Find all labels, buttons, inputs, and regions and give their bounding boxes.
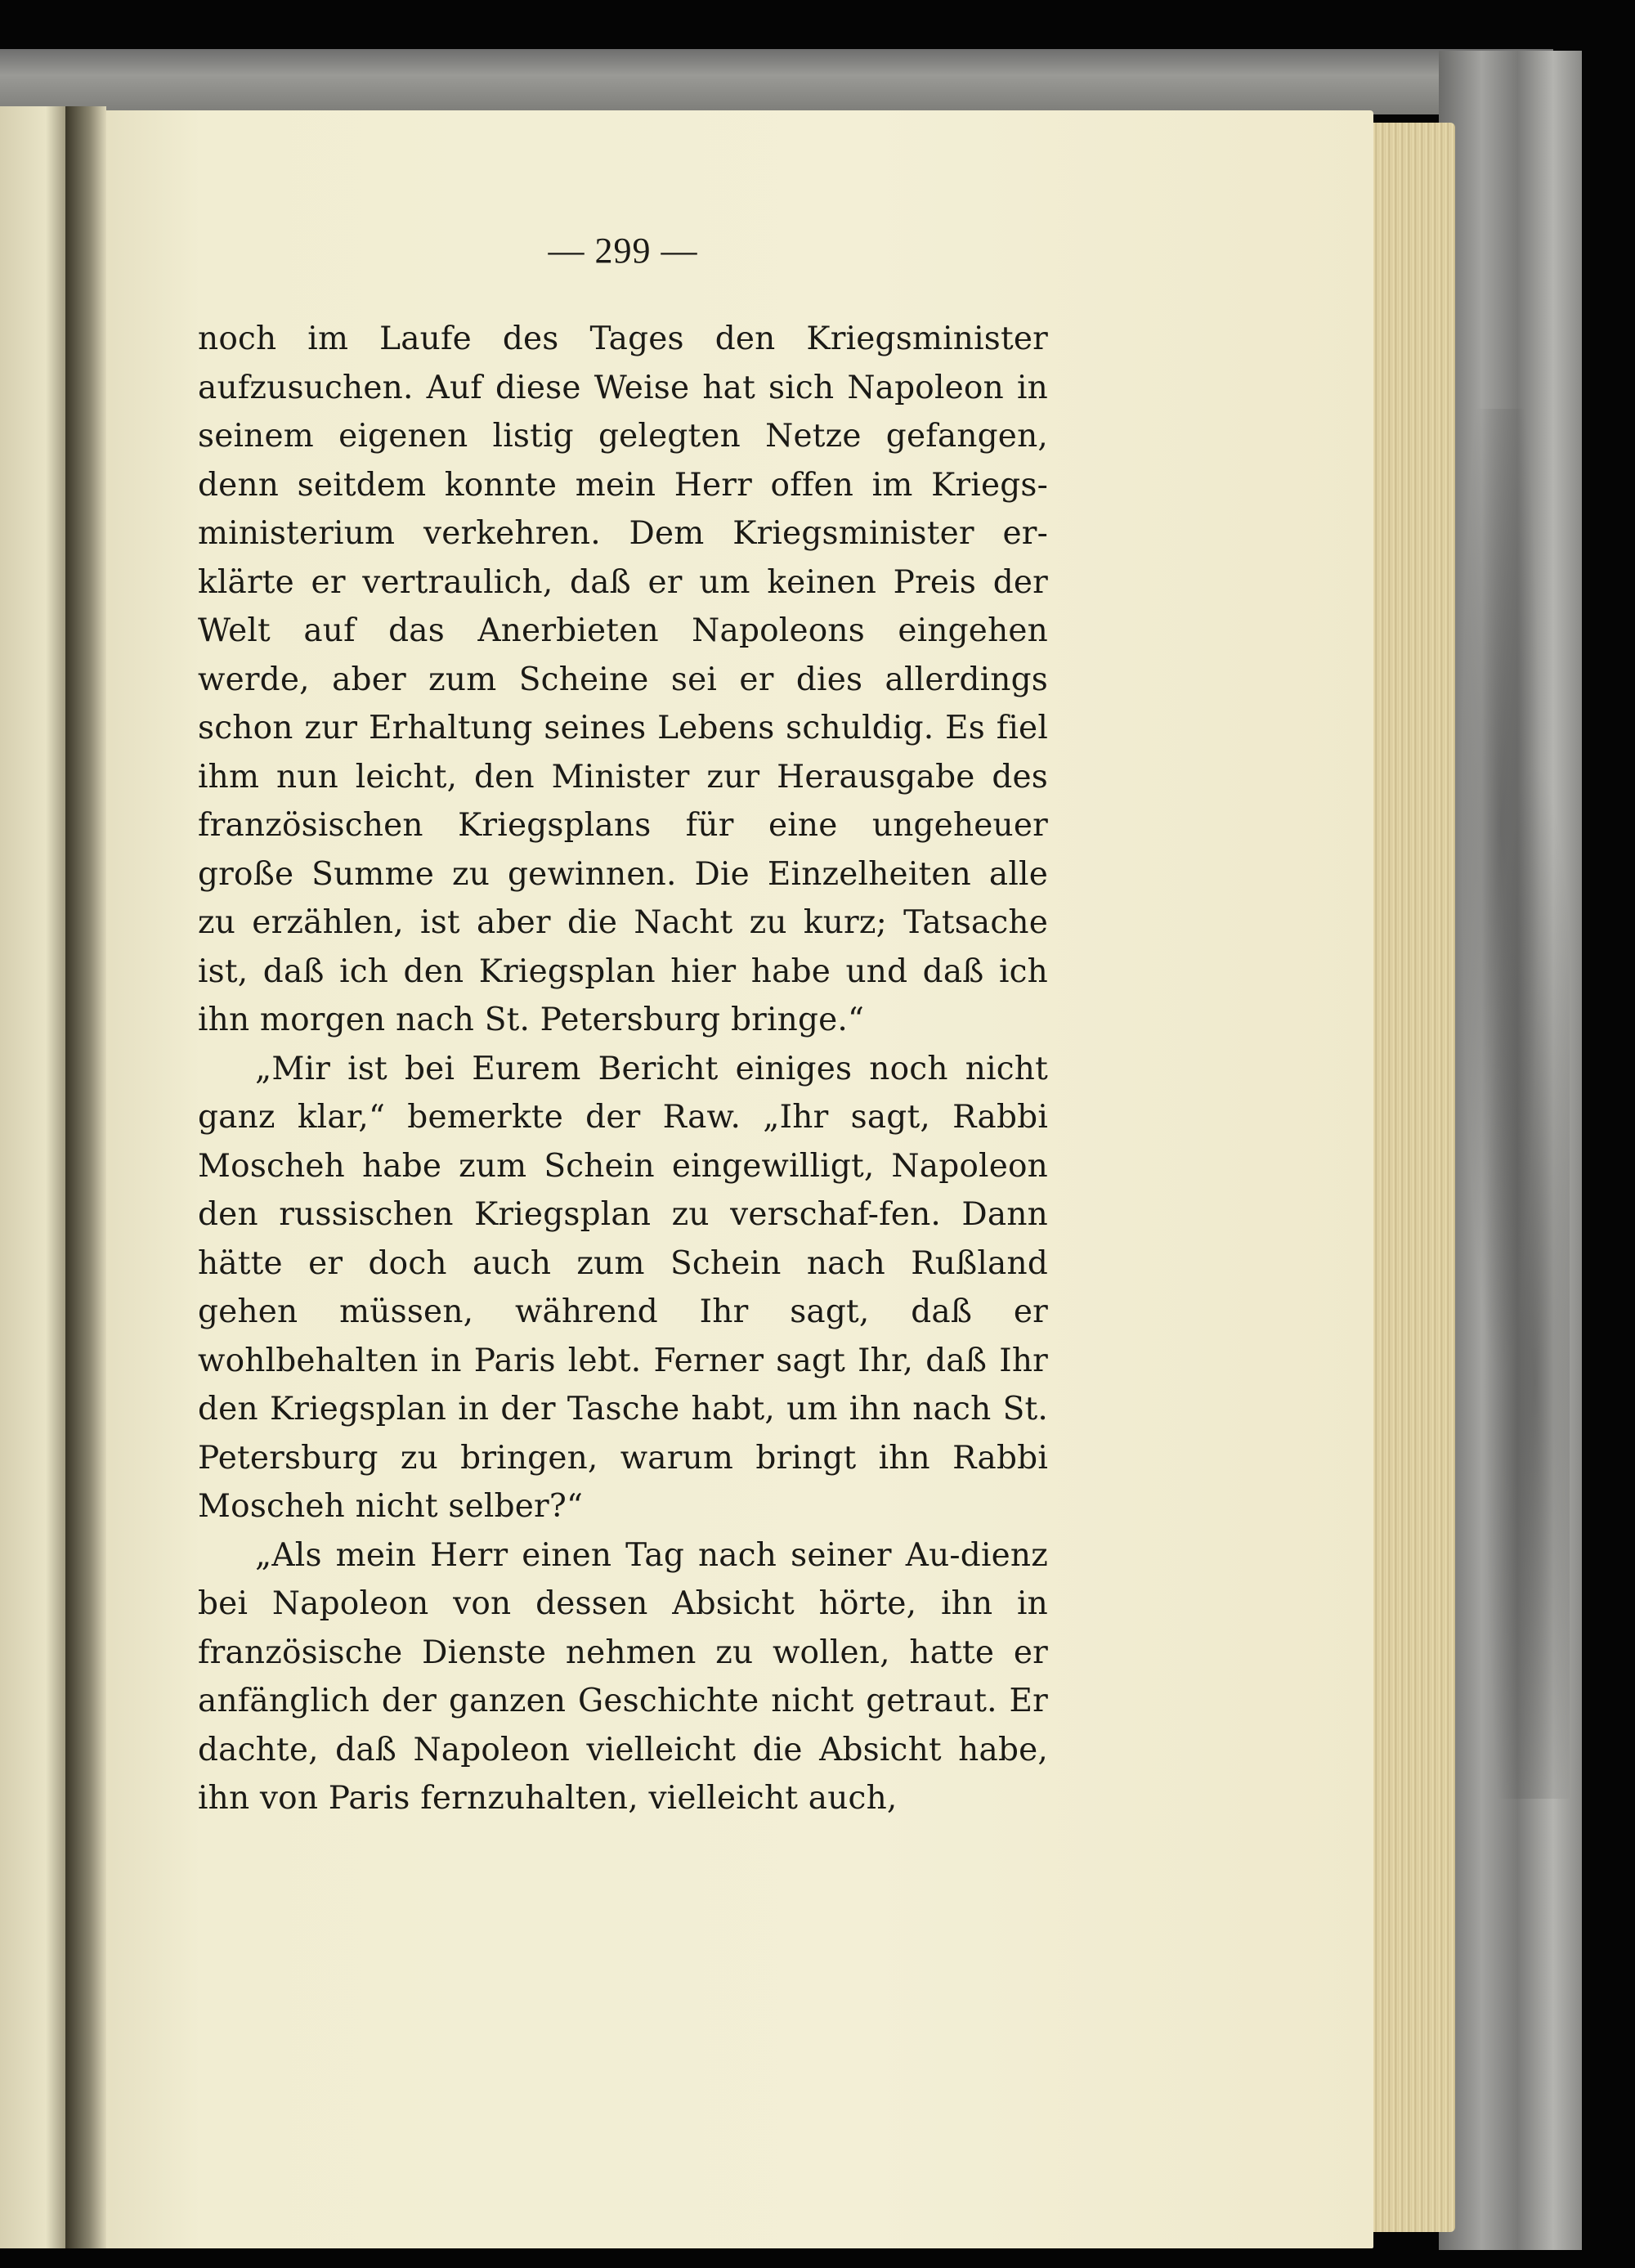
page-number: — 299 — [548,231,698,271]
paragraph: noch im Laufe des Tages den Kriegsminister aufzusuchen. Auf diese Weise hat sich Napoleon in seinem eigenen listig gelegten Netze gefangen, denn seitdem konnte mein Herr offen im Kriegs-ministerium verkehren. Dem Kriegsminister er-klärte er vertraulich, daß er um keinen Preis der Welt auf das Anerbieten Napoleons eingehen werde, aber zum Scheine sei er dies allerdings schon zur Erhaltung seines Lebens schuldig. Es fiel ihm nun leicht, den Minister zur Herausgabe des französischen Kriegsplans für eine ungeheuer große Summe zu gewinnen. Die Einzelheiten alle zu erzählen, ist aber die Nacht zu kurz; Tatsache ist, daß ich den Kriegsplan hier habe und daß ich ihn morgen nach St. Petersburg bringe.“ [198,320,1048,1038]
page-body [198,315,1048,1823]
book-binding [0,49,1553,114]
left-page-edge [0,106,65,2248]
page-text-block [198,233,1048,1823]
paragraph: „Mir ist bei Eurem Bericht einiges noch nicht ganz klar,“ bemerkte der Raw. „Ihr sagt, Rabbi Moscheh habe zum Schein eingewilligt, Napoleon den russischen Kriegsplan zu verschaf-fen. Dann hätte er doch auch zum Schein nach Rußland gehen müssen, während Ihr sagt, daß er wohlbehalten in Paris lebt. Ferner sagt Ihr, daß Ihr den Kriegsplan in der Tasche habt, um ihn nach St. Petersburg zu bringen, warum bringt ihn Rabbi Moscheh nicht selber?“ [198,1050,1048,1525]
gutter-shadow [65,106,106,2248]
page-edges [1365,123,1455,2232]
cover-texture [1455,409,1570,1799]
paragraph: „Als mein Herr einen Tag nach seiner Au-dienz bei Napoleon von dessen Absicht hörte, ihn in französische Dienste nehmen zu wollen, hatte er anfänglich der ganzen Geschichte nicht getraut. Er dachte, daß Napoleon vielleicht die Absicht habe, ihn von Paris fernzuhalten, vielleicht auch, [198,1536,1048,1817]
